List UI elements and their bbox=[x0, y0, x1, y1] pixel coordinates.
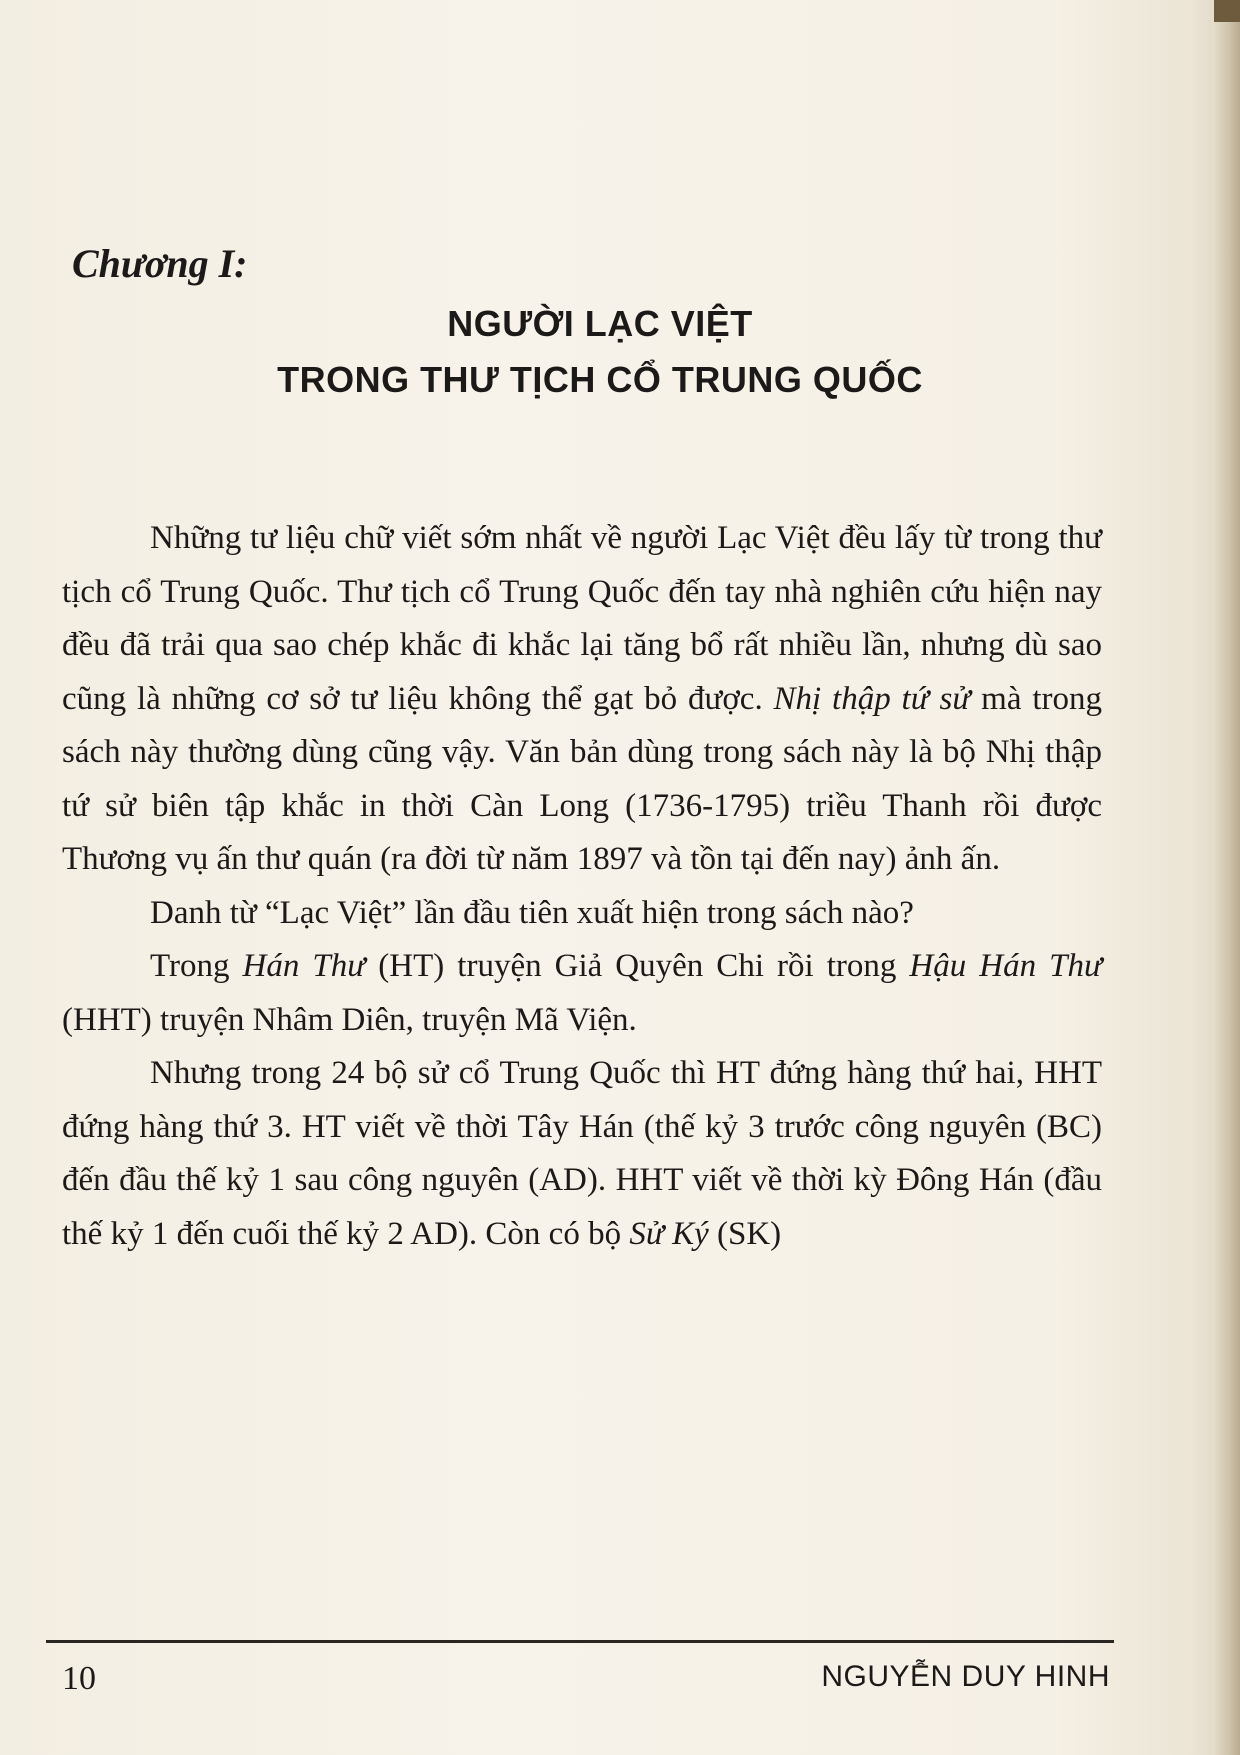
chapter-label: Chương I: bbox=[72, 241, 248, 286]
paragraph-4-text-a: Nhưng trong 24 bộ sử cổ Trung Quốc thì HT đứng hàng thứ hai, HHT đứng hàng thứ 3. HT viết về thời Tây Hán (thế kỷ 3 trước công nguyên (BC) đến đầu thế kỷ 1 sau công nguyên (AD). HHT viết về thời kỳ Đông Hán (đầu thế kỷ 1 đến cuối thế kỷ 2 AD). Còn có bộ bbox=[62, 1055, 1102, 1252]
paragraph-3-text-b: (HT) truyện Giả Quyên Chi rồi trong bbox=[365, 948, 910, 984]
chapter-title bbox=[150, 296, 1050, 408]
paragraph-4-text-b: (SK) bbox=[708, 1215, 782, 1252]
paragraph-4-italic-title: Sử Ký bbox=[629, 1215, 709, 1252]
paragraph-4 bbox=[62, 1047, 1102, 1261]
paragraph-3-text-a: Trong bbox=[150, 948, 243, 984]
paragraph-3-text-c: (HHT) truyện Nhâm Diên, truyện Mã Viện. bbox=[62, 1001, 637, 1038]
paragraph-1 bbox=[62, 512, 1102, 887]
paragraph-2: Danh từ “Lạc Việt” lần đầu tiên xuất hiện trong sách nào? bbox=[150, 894, 914, 931]
page-number: 10 bbox=[62, 1660, 96, 1697]
paragraph-1-text-a: Những tư liệu chữ viết sớm nhất về người Lạc Việt đều lấy từ trong thư tịch cổ Trung Quốc. Thư tịch cổ Trung Quốc đến tay nhà nghiên cứu hiện nay đều đã trải qua sao chép khắc đi khắc lại tăng bổ rất nhiều lần, nhưng dù sao cũng là những cơ sở tư liệu không thể gạt bỏ được. bbox=[62, 520, 1102, 717]
paragraph-3-italic-title-2: Hậu Hán Thư bbox=[909, 948, 1102, 984]
paragraph-3 bbox=[62, 940, 1102, 1047]
chapter-title-line-1: NGƯỜI LẠC VIỆT bbox=[447, 303, 753, 344]
binding-corner-mark bbox=[1214, 0, 1240, 22]
paragraph-1-text-b: mà trong sách này thường dùng cũng vậy. Văn bản dùng trong sách này là bộ Nhị thập tứ sử biên tập khắc in thời Càn Long (1736-1795) triều Thanh rồi được Thương vụ ấn thư quán (ra đời từ năm 1897 và tồn tại đến nay) ảnh ấn. bbox=[62, 680, 1102, 877]
footer-rule bbox=[46, 1640, 1114, 1643]
page-edge-shadow bbox=[1212, 0, 1240, 1755]
paragraph-1-italic-title: Nhị thập tứ sử bbox=[773, 680, 971, 717]
paragraph-3-italic-title-1: Hán Thư bbox=[242, 948, 366, 984]
body-text bbox=[62, 512, 1102, 1261]
running-footer-author: NGUYỄN DUY HINH bbox=[821, 1660, 1110, 1693]
chapter-title-line-2: TRONG THƯ TỊCH CỔ TRUNG QUỐC bbox=[277, 359, 923, 400]
